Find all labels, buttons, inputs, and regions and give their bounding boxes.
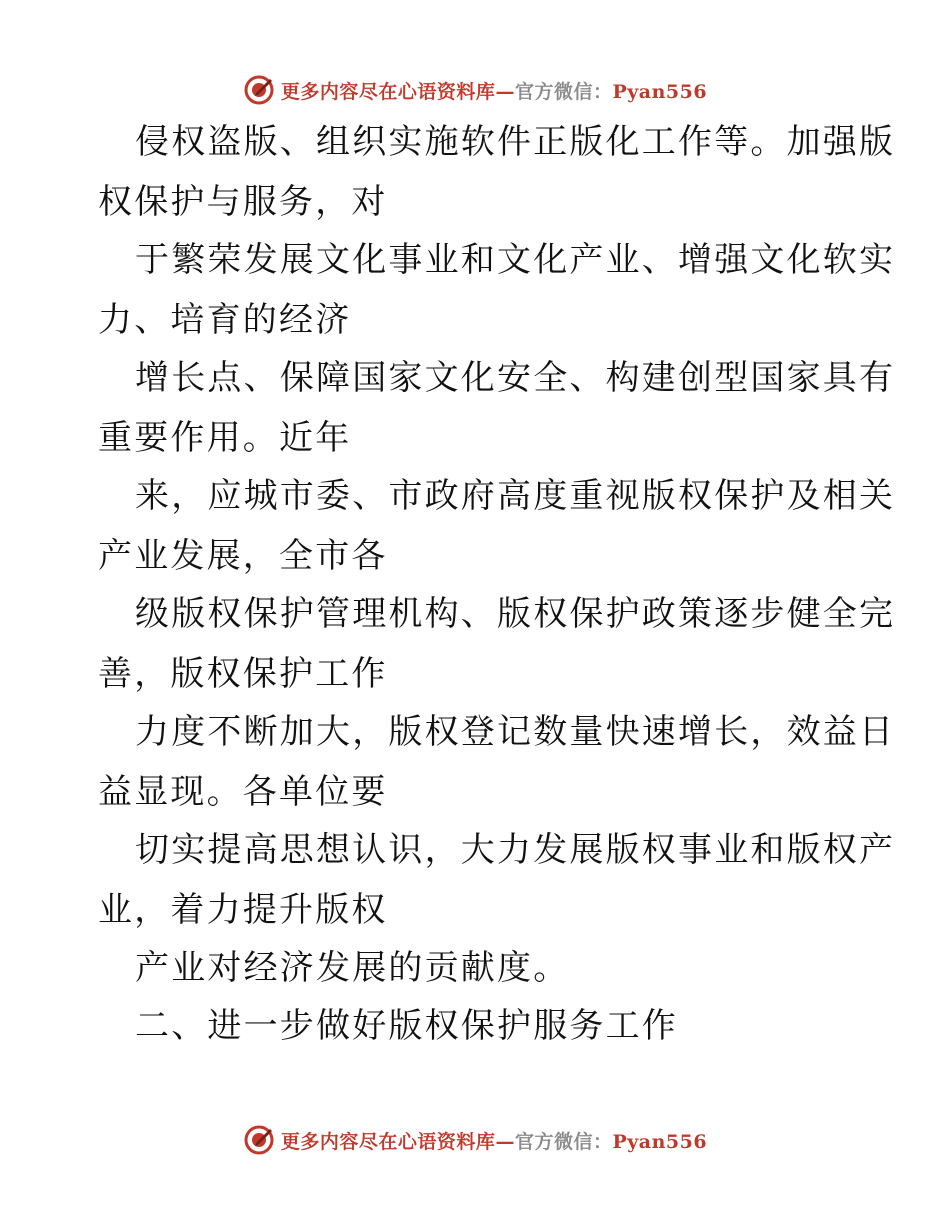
watermark-wechat-id: Pyan556 — [612, 1130, 708, 1153]
body-line: 益显现。各单位要 — [98, 772, 388, 812]
footer-watermark — [0, 1120, 950, 1160]
pen-logo-icon — [243, 1124, 275, 1156]
header-watermark — [0, 70, 950, 110]
body-line: 于繁荣发展文化事业和文化产业、增强文化软实 — [135, 240, 896, 280]
body-line: 力度不断加大，版权登记数量快速增长，效益日 — [135, 712, 896, 752]
body-line: 善，版权保护工作 — [98, 654, 388, 694]
section-heading: 二、进一步做好版权保护服务工作 — [135, 1006, 678, 1046]
watermark-text — [281, 77, 707, 104]
body-line: 产业对经济发展的贡献度。 — [135, 948, 570, 988]
body-line: 业，着力提升版权 — [98, 890, 388, 930]
pen-logo-icon — [243, 74, 275, 106]
body-line: 重要作用。近年 — [98, 418, 352, 458]
body-line: 力、培育的经济 — [98, 300, 352, 340]
body-line: 增长点、保障国家文化安全、构建创型国家具有 — [135, 358, 896, 398]
watermark-wechat-label: 官方微信： — [514, 1130, 613, 1153]
body-line: 产业发展，全市各 — [98, 536, 388, 576]
body-line: 切实提高思想认识，大力发展版权事业和版权产 — [135, 830, 896, 870]
body-line: 级版权保护管理机构、版权保护政策逐步健全完 — [135, 594, 896, 634]
watermark-site-text: 更多内容尽在心语资料库 — [280, 80, 496, 103]
watermark-site-text: 更多内容尽在心语资料库 — [280, 1130, 496, 1153]
body-line: 权保护与服务，对 — [98, 182, 388, 222]
body-line: 来，应城市委、市政府高度重视版权保护及相关 — [135, 476, 896, 516]
watermark-text — [281, 1127, 707, 1154]
watermark-wechat-id: Pyan556 — [612, 80, 708, 103]
watermark-dash: — — [495, 80, 515, 103]
body-line: 侵权盗版、组织实施软件正版化工作等。加强版 — [135, 122, 896, 162]
watermark-wechat-label: 官方微信： — [514, 80, 613, 103]
watermark-dash: — — [495, 1130, 515, 1153]
